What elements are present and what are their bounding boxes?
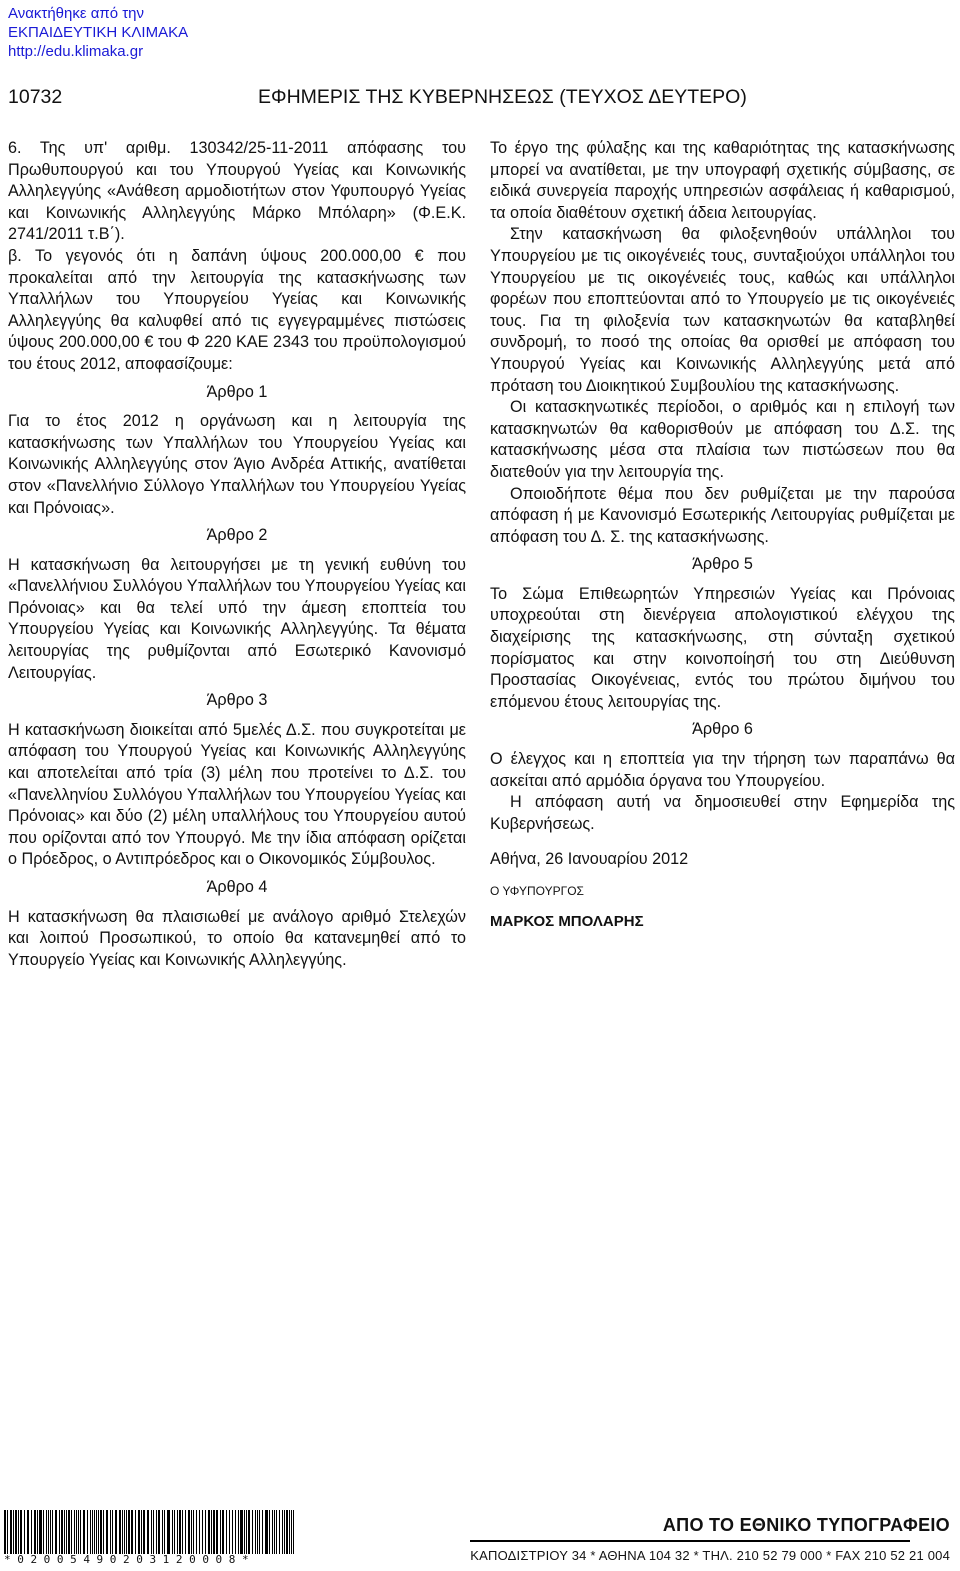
barcode-bar: [252, 1510, 254, 1554]
barcode-bar: [138, 1510, 140, 1554]
barcode-bar: [266, 1510, 268, 1554]
barcode-bar: [208, 1510, 210, 1554]
barcode-bar: [141, 1510, 142, 1554]
barcode-bar: [272, 1510, 274, 1554]
article-1-text: Για το έτος 2012 η οργάνωση και η λειτουργία της κατασκήνωσης των Υπαλλήλων του Υπουργείου Υγείας και Κοινωνικής Αλληλεγγύης στον Άγιο Ανδρέα Αττικής, ανατίθεται στον «Πανελλήνιο Σύλλογο Υπαλλήλων του Υπουργείου Υγείας και Πρόνοιας».: [8, 412, 466, 517]
barcode-bar: [153, 1510, 154, 1554]
barcode-bar: [211, 1510, 212, 1554]
barcode-bar: [276, 1510, 277, 1554]
source-line-1: Ανακτήθηκε από την: [8, 5, 145, 22]
barcode-bar: [87, 1510, 88, 1554]
paragraph-guests: Στην κατασκήνωση θα φιλοξενηθούν υπάλληλοι του Υπουργείου με τις οικογένειές τους, συνταξιούχοι υπάλληλοι του Υπουργείου με τις οικογένειές τους, καθώς και υπάλληλοι φορέων που εποπτεύονται από το Υπουργείο με τις οικογένειές τους. Για τη φιλοξενία των κατασκηνωτών θα καταβληθεί συνδρομή, το ποσό της οποίας θα ορισθεί με απόφαση του Υπουργού Υγείας και Κοινωνικής Αλληλεγγύης μετά από πρόταση του Διοικητικού Συμβουλίου της κατασκήνωσης.: [490, 225, 955, 395]
barcode-bar: [257, 1510, 259, 1554]
barcode-bar: [96, 1510, 97, 1554]
article-5-text: Το Σώμα Επιθεωρητών Υπηρεσιών Υγείας και Πρόνοιας υποχρεούται στη διενέργεια απολογιστικού ελέγχου της διαχείρισης της κατασκήνωσης, στη σύνταξη σχετικού πορίσματος και στην κοινοποίησή του στη Διεύθυνση Προστασίας Οικογένειας, εντός του πρώτου διμήνου του επόμενου έτους λειτουργίας της.: [490, 584, 955, 711]
barcode-bar: [274, 1510, 275, 1554]
barcode-bar: [156, 1510, 157, 1554]
barcode-bar: [98, 1510, 99, 1554]
barcode-bar: [151, 1510, 153, 1554]
barcode-bar: [20, 1510, 22, 1554]
barcode-bar: [255, 1510, 256, 1554]
barcode-bar: [220, 1510, 221, 1554]
barcode-bar: [83, 1510, 85, 1554]
article-2-title: Άρθρο 2: [206, 526, 268, 545]
source-note: [8, 4, 188, 61]
gazette-title: ΕΦΗΜΕΡΙΣ ΤΗΣ ΚΥΒΕΡΝΗΣΕΩΣ (ΤΕΥΧΟΣ ΔΕΥΤΕΡΟ): [258, 86, 747, 108]
barcode-bar: [100, 1510, 101, 1554]
article-1-title: Άρθρο 1: [206, 382, 268, 401]
barcode-bar: [18, 1510, 20, 1554]
article-6-text: Ο έλεγχος και η εποπτεία για την τήρηση των παραπάνω θα ασκείται από αρμόδια όργανα του Υπουργείου.: [490, 750, 955, 790]
barcode-bar: [188, 1510, 190, 1554]
barcode-bar: [174, 1510, 175, 1554]
barcode-bar: [205, 1510, 206, 1554]
barcode-bar: [35, 1510, 36, 1554]
barcode-bar: [240, 1510, 241, 1554]
barcode-bar: [13, 1510, 14, 1554]
signatory-name: ΜΑΡΚΟΣ ΜΠΟΛΑΡΗΣ: [490, 912, 644, 930]
barcode-bar: [62, 1510, 63, 1554]
barcode-bar: [94, 1510, 95, 1554]
barcode-bar: [128, 1510, 130, 1554]
barcode-bar: [246, 1510, 247, 1554]
publisher-address: ΚΑΠΟΔΙΣΤΡΙΟΥ 34 * ΑΘΗΝΑ 104 32 * ΤΗΛ. 210 52 79 000 * FAX 210 52 21 004: [470, 1548, 950, 1563]
barcode-bar: [76, 1510, 77, 1554]
barcode-bar: [66, 1510, 67, 1554]
barcode-bar: [112, 1510, 113, 1554]
barcode-bar: [269, 1510, 270, 1554]
barcode-bar: [68, 1510, 69, 1554]
signatory-role: Ο ΥΦΥΠΟΥΡΓΟΣ: [490, 884, 584, 898]
barcode-bar: [48, 1510, 49, 1554]
source-link[interactable]: http://edu.klimaka.gr: [8, 43, 144, 60]
paragraph-b: β. Το γεγονός ότι η δαπάνη ύψους 200.000,00 € που προκαλείται από την λειτουργία της κατασκήνωσης των Υπαλλήλων του Υπουργείου Υγείας και Κοινωνικής Αλληλεγγύης θα καλυφθεί από τις εγγεγραμμένες πιστώσεις ύψους 200.000,00 € του Φ 220 ΚΑΕ 2343 του προϋπολογισμού του έτους 2012, αποφασίζουμε:: [8, 246, 466, 373]
barcode-bar: [34, 1510, 35, 1554]
article-5-title: Άρθρο 5: [692, 555, 753, 574]
barcode-bar: [61, 1510, 62, 1554]
barcode-bar: [248, 1510, 250, 1554]
barcode-bar: [39, 1510, 40, 1554]
paragraph-cleaning: Το έργο της φύλαξης και της καθαριότητας της κατασκήνωσης μπορεί να ανατίθεται, με την υπογραφή σχετικής σύμβασης, σε ειδικά συνεργεία παροχής υπηρεσιών ασφάλειας ή καθαρισμού, τα οποία διαθέτουν σχετική άδεια λειτουργίας.: [490, 139, 955, 222]
barcode-bar: [282, 1510, 283, 1554]
barcode-bar: [124, 1510, 125, 1554]
barcode-bar: [229, 1510, 231, 1554]
barcode-bar: [46, 1510, 47, 1554]
barcode-bar: [24, 1510, 26, 1554]
barcode-bar: [196, 1510, 198, 1554]
barcode-bar: [179, 1510, 181, 1554]
barcode-bar: [216, 1510, 218, 1554]
barcode-bar: [120, 1510, 121, 1554]
barcode-bar: [293, 1510, 294, 1554]
source-line-2: ΕΚΠΑΙΔΕΥΤΙΚΗ ΚΛΙΜΑΚΑ: [8, 24, 189, 41]
barcode-bar: [15, 1510, 16, 1554]
barcode-bar: [164, 1510, 165, 1554]
signature-date: Αθήνα, 26 Ιανουαρίου 2012: [490, 850, 689, 869]
barcode-bar: [238, 1510, 239, 1554]
barcode-bar: [259, 1510, 260, 1554]
barcode-bar: [158, 1510, 160, 1554]
paragraph-publish: Η απόφαση αυτή να δημοσιευθεί στην Εφημερίδα της Κυβερνήσεως.: [490, 793, 955, 833]
barcode-bar: [115, 1510, 116, 1554]
barcode-bar: [119, 1510, 120, 1554]
barcode-bar: [55, 1510, 57, 1554]
article-2-text: Η κατασκήνωση θα λειτουργήσει με τη γενική ευθύνη του «Πανελλήνιου Συλλόγου Υπαλλήλων του Υπουργείου Υγείας και Πρόνοιας» και θα τελεί υπό την άμεση εποπτεία του Υπουργείου Υγείας και Κοινωνικής Αλληλεγγύης. Τα θέματα λειτουργίας της ρυθμίζονται από Εσωτερικό Κανονισμό Λειτουργίας.: [8, 555, 466, 682]
barcode-bar: [265, 1510, 266, 1554]
barcode-bar: [31, 1510, 32, 1554]
barcode-bar: [199, 1510, 200, 1554]
barcode-bar: [177, 1510, 178, 1554]
barcode-bar: [284, 1510, 285, 1554]
barcode-bar: [4, 1510, 6, 1554]
barcode-bar: [291, 1510, 292, 1554]
barcode-bar: [213, 1510, 215, 1554]
barcode-number: *02005490203120008*: [4, 1553, 256, 1566]
page-number: 10732: [8, 86, 63, 108]
barcode-bar: [64, 1510, 65, 1554]
barcode-bar: [235, 1510, 236, 1554]
barcode-bar: [131, 1510, 133, 1554]
barcode-bar: [90, 1510, 92, 1554]
barcode-bar: [232, 1510, 233, 1554]
barcode-bar: [126, 1510, 127, 1554]
barcode-bar: [122, 1510, 123, 1554]
barcode-bar: [182, 1510, 184, 1554]
barcode-bar: [244, 1510, 245, 1554]
barcode-bar: [80, 1510, 82, 1554]
barcode-bar: [107, 1510, 108, 1554]
barcode-bar: [7, 1510, 9, 1554]
page-header: [0, 86, 960, 112]
barcode-bar: [289, 1510, 290, 1554]
barcode-bar: [262, 1510, 263, 1554]
barcode-bar: [50, 1510, 51, 1554]
barcode-bar: [222, 1510, 224, 1554]
right-column: [490, 138, 955, 932]
barcode-bar: [286, 1510, 288, 1554]
barcode-bar: [147, 1510, 149, 1554]
barcode-bar: [52, 1510, 54, 1554]
barcode-bar: [279, 1510, 280, 1554]
publisher-name: ΑΠΟ ΤΟ ΕΘΝΙΚΟ ΤΥΠΟΓΡΑΦΕΙΟ: [662, 1515, 950, 1535]
barcode-bar: [78, 1510, 79, 1554]
paragraph-other-matters: Οποιοδήποτε θέμα που δεν ρυθμίζεται με την παρούσα απόφαση ή με Κανονισμό Εσωτερικής Λειτουργίας ρυθμίζεται με απόφαση του Δ. Σ. της κατασκήνωσης.: [490, 484, 955, 546]
barcode-bar: [71, 1510, 72, 1554]
left-column: [8, 138, 466, 971]
barcode-bar: [40, 1510, 41, 1554]
barcode-bar: [191, 1510, 192, 1554]
publisher-divider: [470, 1540, 910, 1542]
barcode-bar: [92, 1510, 93, 1554]
barcode-bar: [226, 1510, 227, 1554]
barcode-bar: [43, 1510, 44, 1554]
barcode-bar: [185, 1510, 186, 1554]
barcode-bar: [193, 1510, 194, 1554]
barcode-bar: [110, 1510, 112, 1554]
article-6-title: Άρθρο 6: [692, 720, 753, 739]
barcode-bar: [241, 1510, 243, 1554]
barcode-bar: [172, 1510, 173, 1554]
barcode-bar: [168, 1510, 170, 1554]
barcode-bar: [59, 1510, 60, 1554]
article-3-title: Άρθρο 3: [206, 691, 268, 710]
barcode-bar: [135, 1510, 137, 1554]
barcode: [4, 1510, 296, 1554]
paragraph-item-6: 6. Της υπ' αριθμ. 130342/25-11-2011 απόφασης του Πρωθυπουργού και του Υπουργού Υγείας και Κοινωνικής Αλληλεγγύης «Ανάθεση αρμοδιοτήτων στον Υφυπουργό Υγείας και Κοινωνικής Αλληλεγγύης Μάρκο Μπόλαρη» (Φ.Ε.Κ. 2741/2011 τ.Β΄).: [8, 139, 466, 244]
barcode-bar: [162, 1510, 163, 1554]
barcode-bar: [37, 1510, 38, 1554]
barcode-bar: [74, 1510, 75, 1554]
article-4-text: Η κατασκήνωση θα πλαισιωθεί με ανάλογο αριθμό Στελεχών και λοιπού Προσωπικού, το οποίο θα κατανεμηθεί από το Υπουργείο Υγείας και Κοινωνικής Αλληλεγγύης.: [8, 907, 466, 969]
barcode-bar: [202, 1510, 204, 1554]
barcode-bar: [143, 1510, 145, 1554]
barcode-bar: [10, 1510, 12, 1554]
barcode-bar: [103, 1510, 104, 1554]
barcode-bar: [69, 1510, 70, 1554]
article-4-title: Άρθρο 4: [206, 878, 268, 896]
paragraph-periods: Οι κατασκηνωτικές περίοδοι, ο αριθμός και η επιλογή των κατασκηνωτών θα καθορισθούν με απόφαση του Δ.Σ. της κατασκήνωσης μέσα στα πλαίσια των πιστώσεων που θα διατεθούν για την λειτουργία της.: [490, 398, 955, 481]
barcode-bar: [167, 1510, 168, 1554]
publisher-block: [470, 1515, 950, 1563]
barcode-bar: [27, 1510, 28, 1554]
barcode-bar: [106, 1510, 107, 1554]
article-3-text: Η κατασκήνωση διοικείται από 5μελές Δ.Σ. που συγκροτείται με απόφαση του Υπουργού Υγείας και Κοινωνικής Αλληλεγγύης και αποτελείται από τρία (3) μέλη που προτείνει το Δ.Σ. του «Πανελληνίου Συλλόγου Υπαλλήλων του Υπουργείου Υγείας και Πρόνοιας» και δύο (2) μέλη υπαλλήλους του Υπουργείου αυτού που ορίζονται από τον Υπουργό. Με την ίδια απόφαση ορίζεται ο Πρόεδρος, ο Αντιπρόεδρος και ο Οικονομικός Σύμβουλος.: [8, 720, 466, 869]
